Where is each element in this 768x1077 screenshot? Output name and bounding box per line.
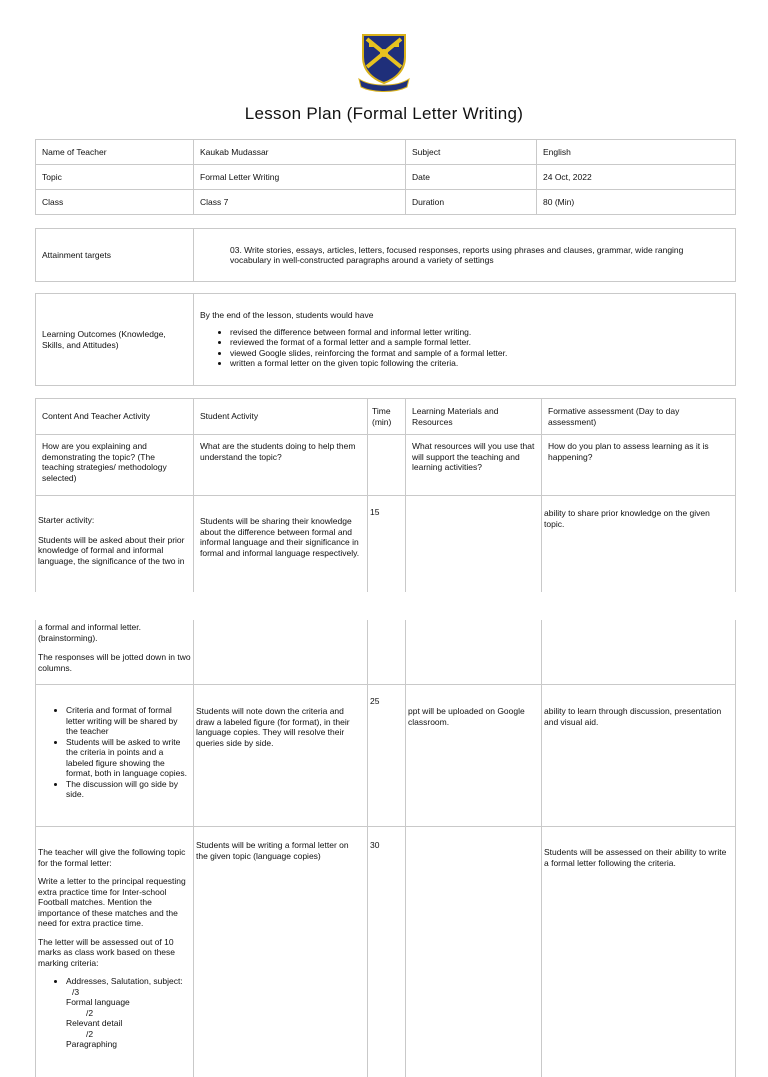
activity-table (35, 398, 736, 592)
starter-row-top (36, 496, 736, 593)
criteria-student: Students will note down the criteria and draw a labeled figure (for format), in their language copies. They will resolve their queries side by side. (194, 685, 368, 827)
writing-intro: The teacher will give the following topic for the formal letter: (38, 847, 191, 868)
outcomes-intro: By the end of the lesson, students would have (200, 310, 729, 321)
info-row-topic (36, 165, 736, 190)
duration-label: Duration (406, 190, 537, 215)
writing-student: Students will be writing a formal letter on the given topic (language copies) (194, 827, 368, 1077)
marking-criterion: Formal language (66, 997, 191, 1008)
starter-student: Students will be sharing their knowledge about the difference between formal and informal language and their significance in formal and informal language respectively. (194, 496, 368, 593)
header-time: Time (min) (368, 399, 406, 435)
starter-row-bottom (36, 620, 736, 685)
teacher-label: Name of Teacher (36, 140, 194, 165)
writing-assessment: Students will be assessed on their ability to write a formal letter following the criteria. (542, 827, 736, 1077)
info-row-class (36, 190, 736, 215)
marking-criterion: Paragraphing (66, 1039, 191, 1050)
starter-note: The responses will be jotted down in two columns. (38, 652, 191, 673)
outcome-item: • reviewed the format of a formal letter and a sample formal letter. (230, 337, 729, 348)
marking-criterion-marks: /2 (66, 1008, 191, 1019)
lesson-info-table (35, 139, 736, 215)
attainment-table (35, 228, 736, 282)
outcome-item: • written a formal letter on the given topic following the criteria. (230, 358, 729, 369)
guide-student: What are the students doing to help them understand the topic? (194, 435, 368, 496)
marking-criterion-marks: /2 (66, 1029, 191, 1040)
duration-value: 80 (Min) (537, 190, 736, 215)
marking-criterion: Addresses, Salutation, subject: (66, 976, 183, 986)
class-value: Class 7 (194, 190, 406, 215)
marking-criterion: Relevant detail (66, 1018, 191, 1029)
topic-value: Formal Letter Writing (194, 165, 406, 190)
writing-marking: The letter will be assessed out of 10 marks as class work based on these marking criteria: (38, 937, 191, 969)
teacher-value: Kaukab Mudassar (194, 140, 406, 165)
info-row-teacher (36, 140, 736, 165)
criteria-materials: ppt will be uploaded on Google classroom. (406, 685, 542, 827)
writing-time: 30 (368, 827, 406, 1077)
activity-header-row (36, 399, 736, 435)
criteria-item: • The discussion will go side by side. (66, 779, 187, 800)
topic-label: Topic (36, 165, 194, 190)
outcomes-table (35, 293, 736, 386)
header-assessment: Formative assessment (Day to day assessment) (542, 399, 736, 435)
guide-assessment: How do you plan to assess learning as it is happening? (542, 435, 736, 496)
page-title: Lesson Plan (Formal Letter Writing) (0, 104, 768, 124)
criteria-time: 25 (368, 685, 406, 827)
activity-table-continued (35, 620, 736, 1077)
header-content: Content And Teacher Activity (36, 399, 194, 435)
criteria-list (42, 705, 187, 800)
outcome-item: • viewed Google slides, reinforcing the format and sample of a formal letter. (230, 348, 729, 359)
outcomes-list (200, 327, 729, 369)
writing-row (36, 827, 736, 1077)
guide-materials: What resources will you use that will support the teaching and learning activities? (406, 435, 542, 496)
marking-criteria-list (38, 976, 191, 997)
date-label: Date (406, 165, 537, 190)
outcomes-label: Learning Outcomes (Knowledge, Skills, and Attitudes) (36, 294, 194, 386)
starter-heading: Starter activity: (38, 515, 191, 526)
attainment-text: 03. Write stories, essays, articles, letters, focused responses, reports using phrases and clauses, grammar, wide ranging vocabulary in well-constructed paragraphs around a variety of settings (194, 229, 736, 282)
attainment-label: Attainment targets (36, 229, 194, 282)
header-materials: Learning Materials and Resources (406, 399, 542, 435)
marking-criterion-marks: /3 (72, 987, 79, 997)
subject-label: Subject (406, 140, 537, 165)
header-student: Student Activity (194, 399, 368, 435)
school-crest-logo (357, 31, 411, 93)
subject-value: English (537, 140, 736, 165)
criteria-assessment: ability to learn through discussion, presentation and visual aid. (542, 685, 736, 827)
date-value: 24 Oct, 2022 (537, 165, 736, 190)
criteria-item: • Students will be asked to write the criteria in points and a labeled figure showing the format, both in language copies. (66, 737, 187, 779)
starter-assessment: ability to share prior knowledge on the given topic. (542, 496, 736, 593)
starter-time: 15 (368, 496, 406, 593)
writing-prompt: Write a letter to the principal requesting extra practice time for Inter-school Football matches. Mention the importance of these matches and the need for extra practice time. (38, 876, 191, 929)
starter-content-bottom: a formal and informal letter. (brainstorming). (38, 622, 191, 643)
outcome-item: • revised the difference between formal and informal letter writing. (230, 327, 729, 338)
criteria-item: • Criteria and format of formal letter writing will be shared by the teacher (66, 705, 187, 737)
activity-guide-row (36, 435, 736, 496)
guide-content: How are you explaining and demonstrating the topic? (The teaching strategies/ methodology selected) (36, 435, 194, 496)
starter-content-top: Students will be asked about their prior knowledge of formal and informal language, the significance of the two in (38, 535, 191, 567)
criteria-row (36, 685, 736, 827)
class-label: Class (36, 190, 194, 215)
